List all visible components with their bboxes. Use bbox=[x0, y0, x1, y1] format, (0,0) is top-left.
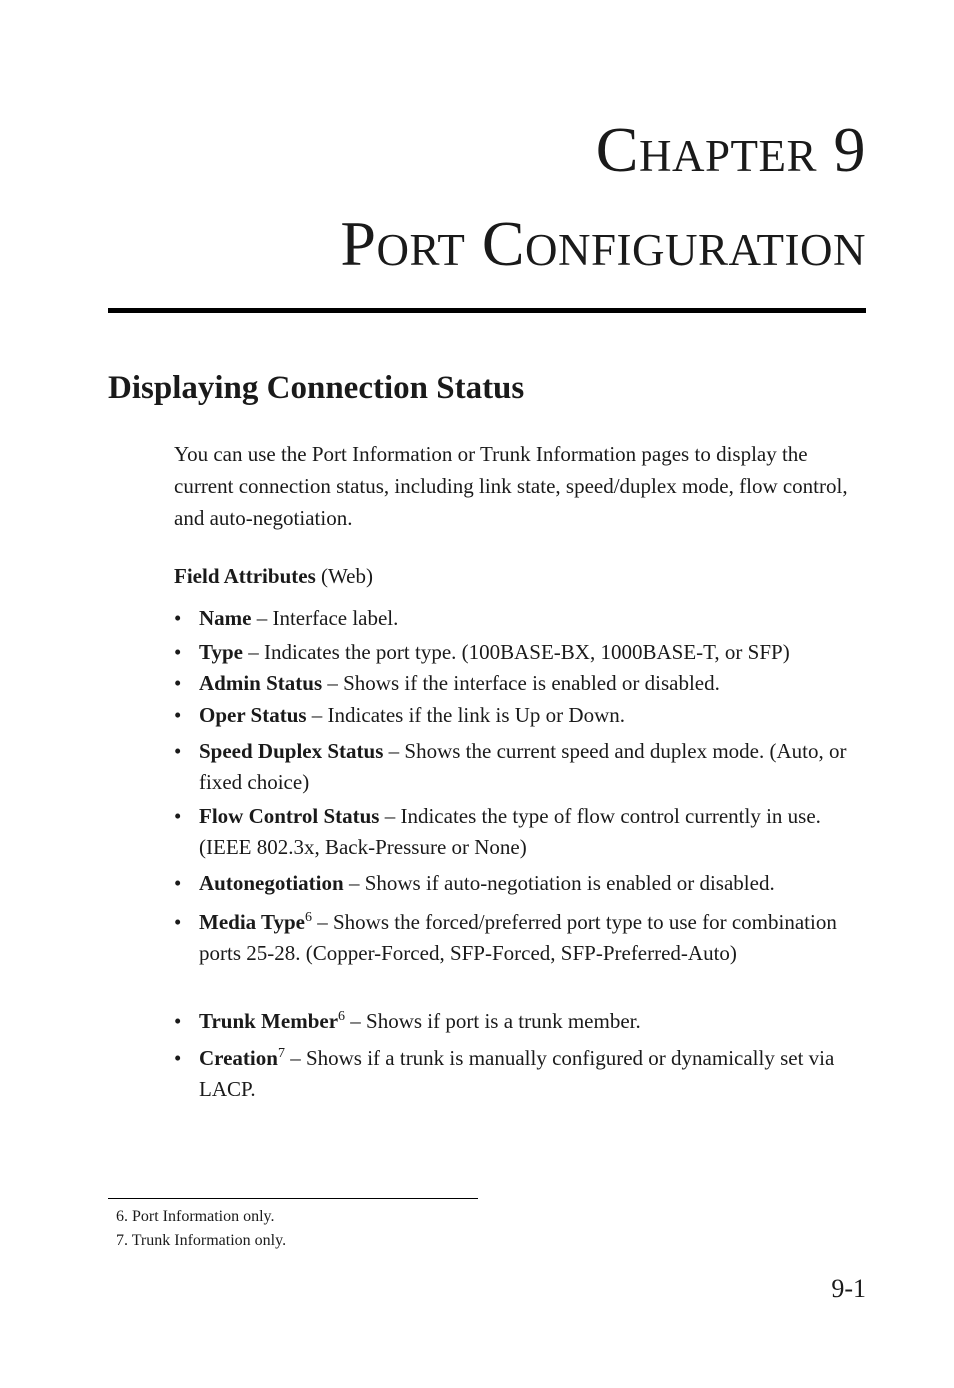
attribute-description: – Shows if port is a trunk member. bbox=[345, 1009, 641, 1033]
list-item bbox=[174, 736, 866, 798]
attribute-term: Name bbox=[199, 606, 252, 630]
footnote-divider bbox=[108, 1198, 478, 1199]
attribute-term: Admin Status bbox=[199, 671, 323, 695]
footnote: 7. Trunk Information only. bbox=[116, 1232, 287, 1249]
attribute-description: – Indicates the port type. (100BASE-BX, 1000BASE-T, or SFP) bbox=[242, 640, 790, 664]
bullet: • bbox=[174, 640, 182, 664]
bullet: • bbox=[174, 804, 182, 828]
attribute-term: Creation bbox=[199, 1046, 278, 1070]
bullet: • bbox=[174, 1009, 182, 1033]
attribute-description: – Shows the forced/preferred port type to use for combination ports 25-28. (Copper-Forced, SFP-Forced, SFP-Preferred-Auto) bbox=[199, 910, 837, 965]
chapter-heading bbox=[340, 114, 866, 279]
list-item bbox=[174, 1043, 866, 1105]
chapter-title: Port Configuration bbox=[340, 208, 866, 279]
list-item bbox=[174, 801, 866, 863]
field-attributes-qualifier: (Web) bbox=[321, 564, 373, 588]
list-item bbox=[174, 668, 866, 699]
attribute-description: – Shows the current speed and duplex mode. (Auto, or fixed choice) bbox=[199, 739, 847, 794]
bullet: • bbox=[174, 871, 182, 895]
attribute-description: – Shows if a trunk is manually configured or dynamically set via LACP. bbox=[199, 1046, 835, 1101]
attribute-term: Media Type bbox=[199, 910, 305, 934]
attribute-term: Autonegotiation bbox=[199, 871, 344, 895]
list-item bbox=[174, 868, 866, 899]
attribute-term: Flow Control Status bbox=[199, 804, 380, 828]
footnote: 6. Port Information only. bbox=[116, 1208, 275, 1225]
list-item bbox=[174, 907, 866, 969]
footnote-ref: 7 bbox=[277, 1046, 285, 1061]
list-item bbox=[174, 637, 866, 668]
footnote-ref: 6 bbox=[304, 910, 312, 925]
attribute-term: Oper Status bbox=[199, 703, 307, 727]
chapter-number: Chapter 9 bbox=[595, 114, 866, 185]
bullet: • bbox=[174, 910, 182, 934]
footnotes bbox=[116, 1205, 286, 1253]
bullet: • bbox=[174, 606, 182, 630]
field-attributes-label: Field Attributes bbox=[174, 564, 316, 588]
list-item bbox=[174, 700, 866, 731]
page-number: 9-1 bbox=[831, 1274, 866, 1303]
attribute-term: Trunk Member bbox=[199, 1009, 339, 1033]
attribute-description: – Shows if the interface is enabled or disabled. bbox=[322, 671, 720, 695]
list-item bbox=[174, 603, 866, 634]
section-intro: You can use the Port Information or Trunk Information pages to display the current connection status, including link state, speed/duplex mode, flow control, and auto-negotiation. bbox=[174, 442, 848, 530]
attribute-description: – Interface label. bbox=[251, 606, 399, 630]
chapter-divider bbox=[108, 308, 866, 313]
attribute-description: – Indicates if the link is Up or Down. bbox=[306, 703, 625, 727]
field-attributes-heading bbox=[174, 564, 373, 589]
bullet: • bbox=[174, 703, 182, 727]
attribute-term: Type bbox=[199, 640, 243, 664]
footnote-ref: 6 bbox=[338, 1009, 346, 1024]
attribute-description: – Indicates the type of flow control currently in use. (IEEE 802.3x, Back-Pressure or None) bbox=[199, 804, 821, 859]
attribute-description: – Shows if auto-negotiation is enabled or disabled. bbox=[343, 871, 775, 895]
bullet: • bbox=[174, 739, 182, 763]
bullet: • bbox=[174, 671, 182, 695]
bullet: • bbox=[174, 1046, 182, 1070]
attribute-term: Speed Duplex Status bbox=[199, 739, 384, 763]
list-item bbox=[174, 1006, 866, 1037]
section-title: Displaying Connection Status bbox=[108, 370, 525, 406]
